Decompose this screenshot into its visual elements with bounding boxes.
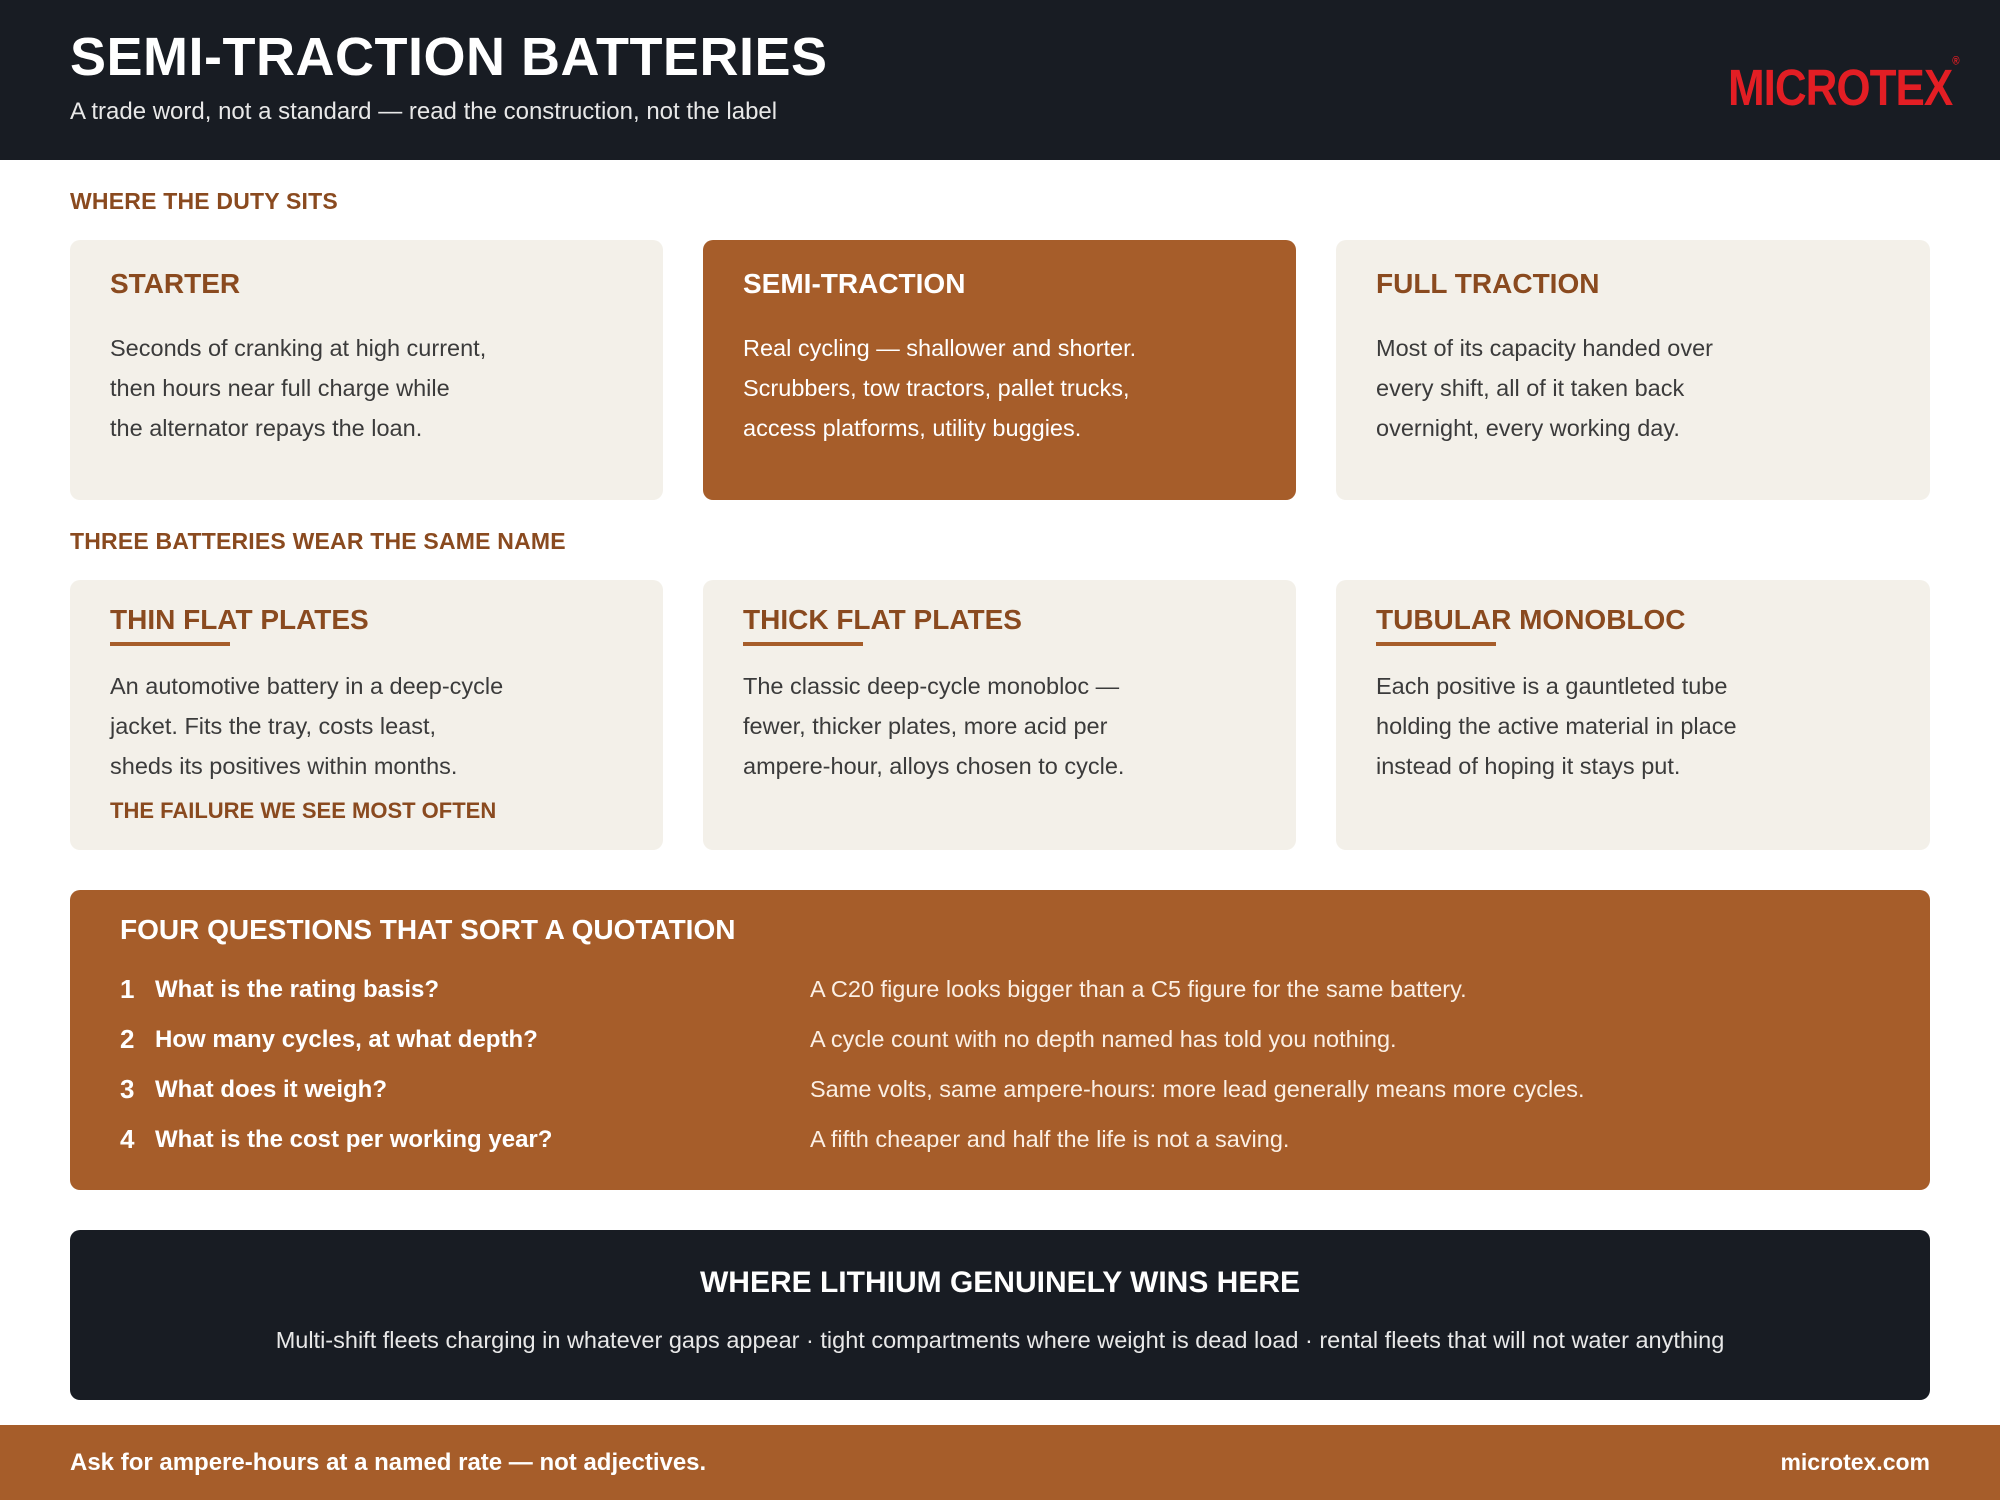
page-footer [0,1425,2000,1500]
question-text: What does it weigh? [155,1076,387,1103]
duty-card-title: SEMI-TRACTION [743,268,966,299]
body-line: Each positive is a gauntleted tube [1376,673,1728,699]
question-row [70,1074,1930,1114]
body-line: Seconds of cranking at high current, [110,335,487,361]
question-row [70,1024,1930,1064]
body-line: every shift, all of it taken back [1376,375,1685,401]
body-line: holding the active material in place [1376,713,1737,739]
title-underline [743,642,863,646]
body-line: the alternator repays the loan. [110,415,423,441]
battery-card-title: TUBULAR MONOBLOC [1376,604,1686,635]
lithium-body: Multi-shift fleets charging in whatever gaps appear · tight compartments where weight is dead load · rental fleets that will not water anything [275,1327,1725,1353]
question-number: 3 [120,1074,135,1104]
body-line: sheds its positives within months. [110,753,458,779]
question-answer: Same volts, same ampere-hours: more lead generally means more cycles. [810,1076,1585,1102]
question-number: 1 [120,974,135,1004]
body-line: ampere-hour, alloys chosen to cycle. [743,753,1125,779]
questions-title: FOUR QUESTIONS THAT SORT A QUOTATION [120,914,736,945]
title-underline [1376,642,1496,646]
body-line: fewer, thicker plates, more acid per [743,713,1108,739]
battery-card-body [743,666,1193,786]
question-answer: A C20 figure looks bigger than a C5 figure for the same battery. [810,976,1467,1002]
duty-card-body [110,328,560,448]
page-title: SEMI-TRACTION BATTERIES [70,27,828,87]
battery-card-tubular [1336,580,1930,850]
duty-card-semi-traction [703,240,1296,500]
page-subtitle: A trade word, not a standard — read the construction, not the label [70,98,778,125]
body-line: Most of its capacity handed over [1376,335,1714,361]
question-text: How many cycles, at what depth? [155,1026,538,1053]
batteries-section-label: THREE BATTERIES WEAR THE SAME NAME [70,528,566,554]
question-answer: A cycle count with no depth named has told you nothing. [810,1026,1397,1052]
duty-card-body [1376,328,1826,448]
duty-card-body [743,328,1193,448]
duty-card-title: STARTER [110,268,241,299]
logo-registered-mark: ® [1952,55,1959,69]
questions-panel [70,890,1930,1190]
battery-card-title: THIN FLAT PLATES [110,604,369,635]
question-answer: A fifth cheaper and half the life is not a saving. [810,1126,1290,1152]
body-line: instead of hoping it stays put. [1376,753,1681,779]
question-text: What is the cost per working year? [155,1126,553,1153]
question-number: 2 [120,1024,135,1054]
question-text: What is the rating basis? [155,976,440,1003]
question-number: 4 [120,1124,135,1154]
battery-card-body [110,666,560,786]
lithium-panel [70,1230,1930,1400]
body-line: Scrubbers, tow tractors, pallet trucks, [743,375,1130,401]
battery-card-thin-flat [70,580,663,850]
question-row [70,1124,1930,1164]
body-line: The classic deep-cycle monobloc — [743,673,1120,699]
duty-card-starter [70,240,663,500]
battery-card-title: THICK FLAT PLATES [743,604,1022,635]
body-line: jacket. Fits the tray, costs least, [110,713,437,739]
logo-text: MICROTEX [1728,60,1953,117]
duty-section-label: WHERE THE DUTY SITS [70,188,338,214]
footer-tagline: Ask for ampere-hours at a named rate — not adjectives. [70,1449,707,1476]
page-header [0,0,2000,160]
question-row [70,974,1930,1014]
duty-card-full-traction [1336,240,1930,500]
body-line: overnight, every working day. [1376,415,1680,441]
battery-card-body [1376,666,1826,786]
footer-website-link[interactable]: microtex.com [1780,1449,1930,1475]
body-line: Real cycling — shallower and shorter. [743,335,1137,361]
body-line: An automotive battery in a deep-cycle [110,673,504,699]
body-line: then hours near full charge while [110,375,450,401]
lithium-title: WHERE LITHIUM GENUINELY WINS HERE [699,1266,1301,1299]
title-underline [110,642,230,646]
battery-card-thick-flat [703,580,1296,850]
body-line: access platforms, utility buggies. [743,415,1082,441]
duty-card-title: FULL TRACTION [1376,268,1600,299]
microtex-logo [1728,55,1959,118]
failure-note: THE FAILURE WE SEE MOST OFTEN [110,798,497,823]
